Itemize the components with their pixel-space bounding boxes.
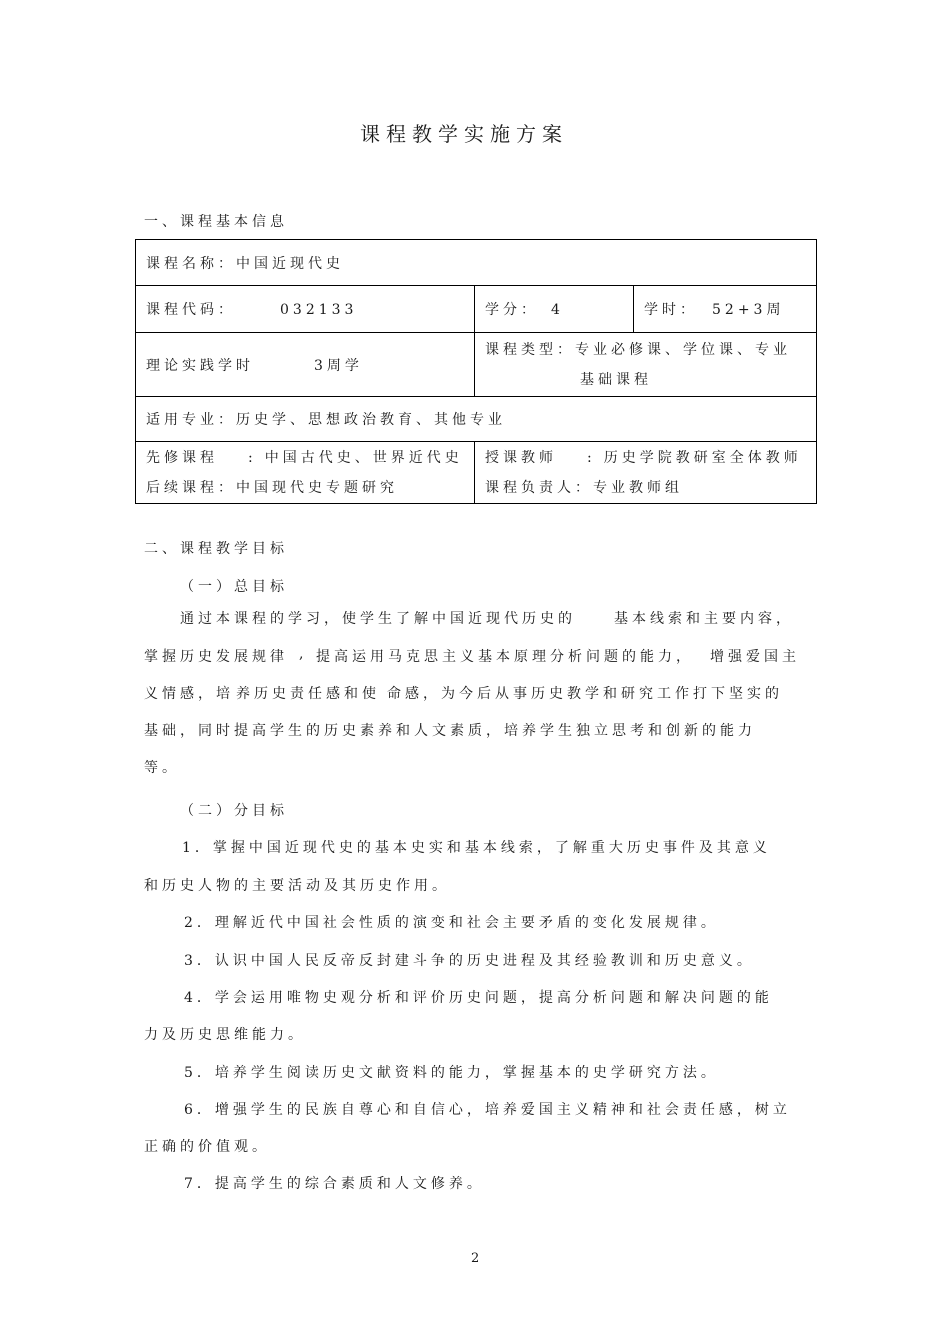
hours-label: 学时： (644, 302, 698, 318)
item-7: 7．提高学生的综合素质和人文修养。 (184, 1176, 485, 1192)
practice-hours-label: 理论实践学时 (146, 357, 254, 374)
practice-hours-cell (136, 333, 475, 397)
item-1-line1: 1．掌握中国近现代史的基本史实和基本线索，了解重大历史事件及其意义 (182, 840, 771, 856)
course-name-cell: 课程名称：中国近现代史 (136, 240, 817, 286)
item-6-line2: 正确的价值观。 (144, 1139, 270, 1155)
course-type-line1: 课程类型：专业必修课、学位课、专业 (485, 341, 791, 358)
item-1-line2: 和历史人物的主要活动及其历史作用。 (144, 878, 450, 894)
section-heading-basic-info: 一、课程基本信息 (144, 214, 288, 230)
prerequisite-label: 先修课程 (146, 449, 218, 466)
item-3: 3．认识中国人民反帝反封建斗争的历史进程及其经验教训和历史意义。 (184, 953, 755, 969)
hours-value: 52+3周 (712, 302, 785, 318)
subheading-sub-goals: （二）分目标 (180, 803, 288, 819)
course-info-table (135, 239, 817, 504)
p1-line3-d: 为今后从事历史教学和研究工作打下坚实的 (441, 686, 783, 702)
p1-line2-c: 增强爱国主 (710, 649, 800, 665)
page-number: 2 (471, 1251, 480, 1266)
p1-line1-b: 基本线索和主要内容， (614, 611, 794, 627)
p1-line3-b: 养历史责任感和使 (236, 686, 380, 702)
teacher-cell (475, 442, 817, 504)
hours-cell (634, 286, 817, 333)
prerequisite-colon: : (248, 449, 257, 466)
section-heading-objectives: 二、课程教学目标 (144, 541, 288, 557)
course-code-label: 课程代码： (146, 302, 236, 318)
applicable-major-cell: 适用专业：历史学、思想政治教育、其他专业 (136, 397, 817, 442)
teacher-colon: : (587, 449, 596, 466)
p1-line2-b: 提高运用马克思主义基本原理分析问题的能力， (316, 649, 694, 665)
teacher-label: 授课教师 (485, 449, 557, 466)
course-type-line2: 基础课程 (580, 371, 652, 388)
practice-hours-value: 3周学 (314, 357, 363, 374)
item-5: 5．培养学生阅读历史文献资料的能力，掌握基本的史学研究方法。 (184, 1065, 719, 1081)
credit-value: 4 (551, 302, 564, 318)
subheading-overall-goal: （一）总目标 (180, 579, 288, 595)
course-code-cell (136, 286, 475, 333)
page-title: 课程教学实施方案 (360, 122, 568, 146)
p1-line1-a: 通过本课程的学习，使学生了解中国近现代历史的 (180, 611, 576, 627)
subsequent-course: 后续课程：中国现代史专题研究 (146, 479, 398, 496)
p1-line2-comma: , (299, 646, 308, 662)
course-type-cell (475, 333, 817, 397)
credit-cell (475, 286, 634, 333)
p1-line5: 等。 (144, 760, 180, 776)
item-6-line1: 6．增强学生的民族自尊心和自信心，培养爱国主义精神和社会责任感，树立 (184, 1102, 791, 1118)
item-4-line1: 4．学会运用唯物史观分析和评价历史问题，提高分析问题和解决问题的能 (184, 990, 773, 1006)
prerequisite-value: 中国古代史、世界近代史 (264, 449, 463, 466)
teacher-value: 历史学院教研室全体教师 (603, 449, 802, 466)
p1-line2-a: 掌握历史发展规律 (144, 649, 288, 665)
p1-line4: 基础，同时提高学生的历史素养和人文素质，培养学生独立思考和创新的能力 (144, 723, 756, 739)
prerequisite-cell (136, 442, 475, 504)
course-leader: 课程负责人：专业教师组 (485, 479, 683, 496)
item-2: 2．理解近代中国社会性质的演变和社会主要矛盾的变化发展规律。 (184, 915, 719, 931)
p1-line3-c: 命感， (387, 686, 441, 702)
credit-label: 学分： (485, 302, 539, 318)
course-code-value: 032133 (280, 302, 358, 318)
item-4-line2: 力及历史思维能力。 (144, 1027, 306, 1043)
p1-line3-a: 义情感，培 (144, 686, 234, 702)
